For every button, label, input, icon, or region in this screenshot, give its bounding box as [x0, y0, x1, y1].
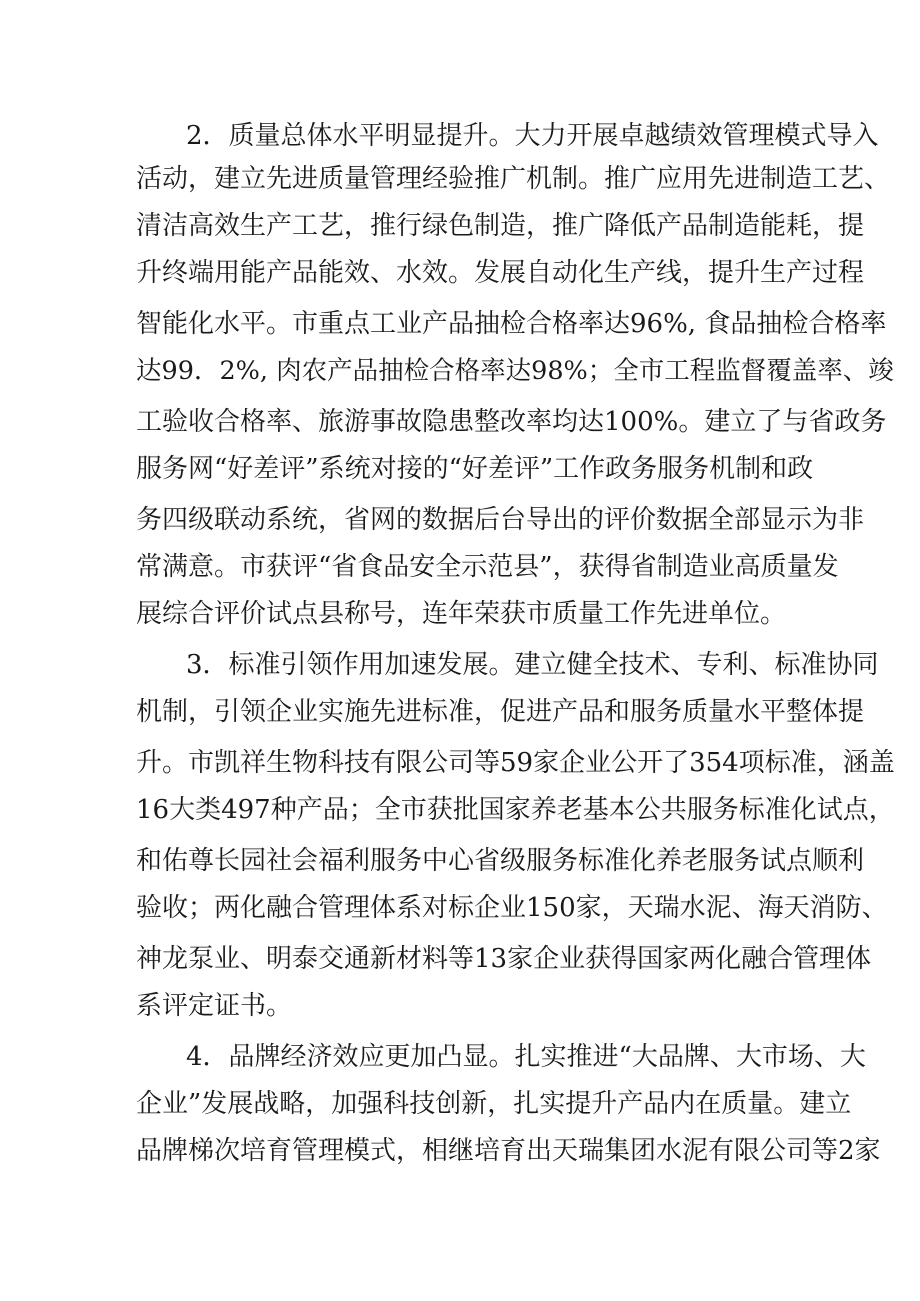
text-line: 和佑尊长园社会福利服务中心省级服务标准化养老服务试点顺利 — [136, 846, 865, 876]
text-line: 16大类497种产品；全市获批国家养老基本公共服务标准化试点， — [136, 795, 895, 825]
text-line: 3．标准引领作用加速发展。建立健全技术、专利、标准协同 — [186, 650, 879, 680]
text-line: 服务网“好差评”系统对接的“好差评”工作政务服务机制和政 — [136, 454, 814, 484]
text-line: 升终端用能产品能效、水效。发展自动化生产线，提升生产过程 — [136, 258, 865, 288]
text-line: 2．质量总体水平明显提升。大力开展卓越绩效管理模式导入 — [186, 121, 879, 151]
text-line: 务四级联动系统，省网的数据后台导出的评价数据全部显示为非 — [136, 505, 865, 535]
text-line: 品牌梯次培育管理模式，相继培育出天瑞集团水泥有限公司等2家 — [136, 1136, 881, 1166]
text-line: 升。市凯祥生物科技有限公司等59家企业公开了354项标准，涵盖 — [136, 748, 895, 778]
text-line: 机制，引领企业实施先进标准，促进产品和服务质量水平整体提 — [136, 697, 865, 727]
text-line: 达99．2%, 肉农产品抽检合格率达98%；全市工程监督覆盖率、竣 — [136, 356, 894, 386]
text-line: 活动，建立先进质量管理经验推广机制。推广应用先进制造工艺、 — [136, 164, 891, 194]
text-line: 展综合评价试点县称号，连年荣获市质量工作先进单位。 — [136, 599, 787, 629]
text-line: 清洁高效生产工艺，推行绿色制造，推广降低产品制造能耗，提 — [136, 211, 865, 241]
text-line: 工验收合格率、旅游事故隐患整改率均达100%。建立了与省政务 — [136, 407, 887, 437]
text-line: 智能化水平。市重点工业产品抽检合格率达96%, 食品抽检合格率 — [136, 309, 887, 339]
text-line: 企业”发展战略，加强科技创新，扎实提升产品内在质量。建立 — [136, 1089, 852, 1119]
text-line: 系评定证书。 — [136, 991, 293, 1021]
text-line: 常满意。市获评“省食品安全示范县”，获得省制造业高质量发 — [136, 552, 839, 582]
text-line: 验收；两化融合管理体系对标企业150家，天瑞水泥、海天消防、 — [136, 893, 888, 923]
text-line: 神龙泵业、明泰交通新材料等13家企业获得国家两化融合管理体 — [136, 944, 872, 974]
text-line: 4．品牌经济效应更加凸显。扎实推进“大品牌、大市场、大 — [186, 1042, 866, 1072]
